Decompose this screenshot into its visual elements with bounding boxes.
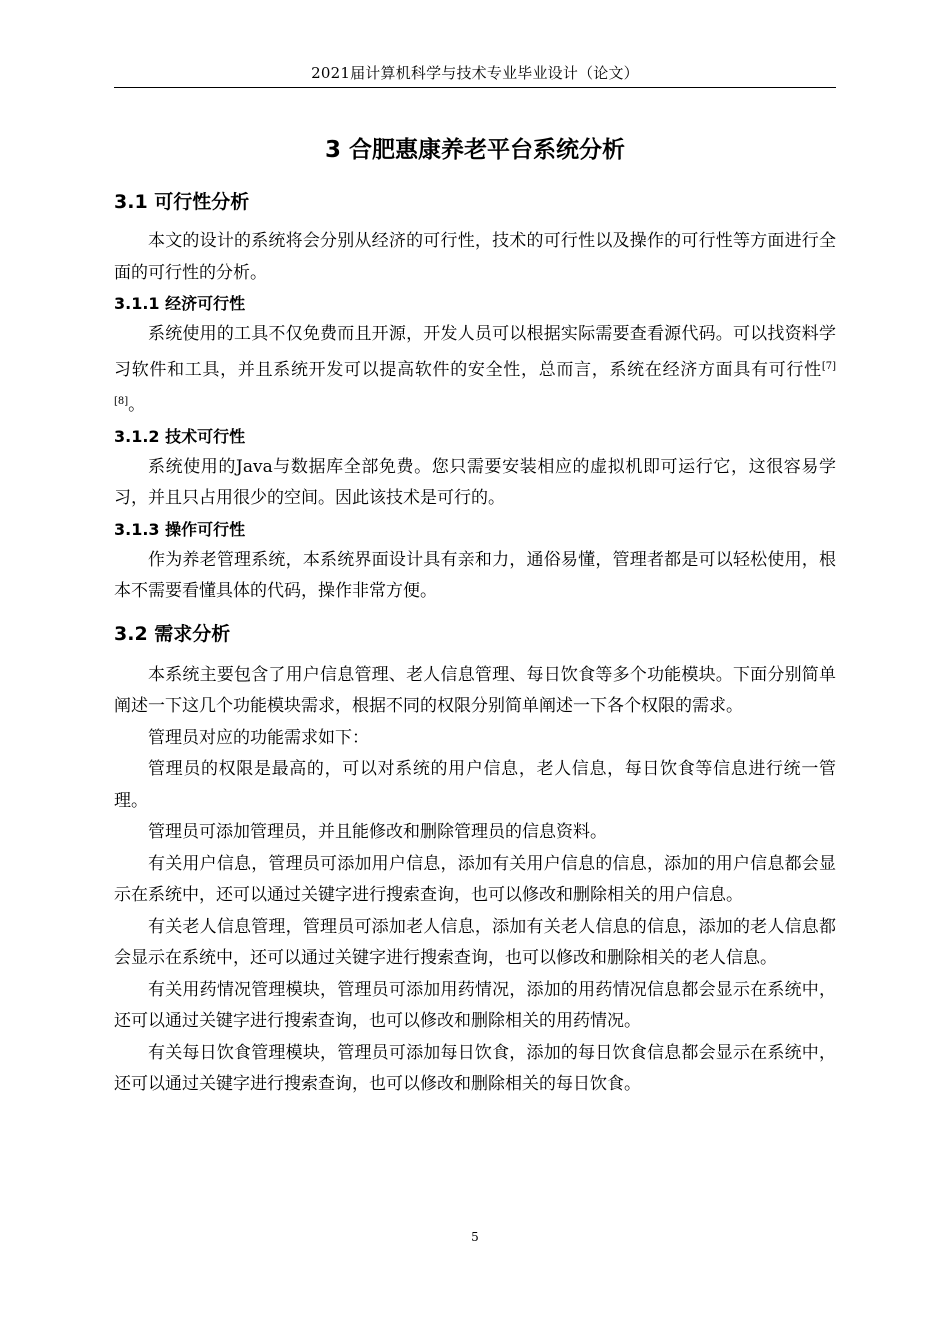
chapter-title: 3 合肥惠康养老平台系统分析 — [324, 137, 625, 163]
subsection-title-3-1-1: 3.1.1 经济可行性 — [114, 294, 246, 313]
section-title-3-1: 3.1 可行性分析 — [114, 191, 250, 213]
requirements-paragraph: 管理员对应的功能需求如下： — [148, 727, 369, 748]
page-content — [114, 130, 836, 1101]
header-rule — [114, 87, 836, 88]
technical-feasibility-paragraph: 系统使用的Java与数据库全部免费。您只需要安装相应的虚拟机即可运行它，这很容易学习，并且只占用很少的空间。因此该技术是可行的。 — [114, 456, 836, 508]
requirements-paragraph: 有关每日饮食管理模块，管理员可添加每日饮食，添加的每日饮食信息都会显示在系统中，还可以通过关键字进行搜索查询，也可以修改和删除相关的每日饮食。 — [114, 1042, 836, 1094]
section-title-3-2: 3.2 需求分析 — [114, 622, 231, 645]
feasibility-intro-paragraph: 本文的设计的系统将会分别从经济的可行性，技术的可行性以及操作的可行性等方面进行全面的可行性的分析。 — [114, 231, 836, 283]
running-header: 2021届计算机科学与技术专业毕业设计（论文） — [311, 64, 639, 82]
requirements-paragraph: 管理员可添加管理员，并且能修改和删除管理员的信息资料。 — [148, 822, 607, 842]
requirements-paragraph: 有关老人信息管理，管理员可添加老人信息，添加有关老人信息的信息，添加的老人信息都会显示在系统中，还可以通过关键字进行搜索查询，也可以修改和删除相关的老人信息。 — [114, 916, 836, 968]
requirements-paragraph: 本系统主要包含了用户信息管理、老人信息管理、每日饮食等多个功能模块。下面分别简单阐述一下这几个功能模块需求，根据不同的权限分别简单阐述一下各个权限的需求。 — [114, 664, 836, 716]
requirements-paragraph: 有关用户信息，管理员可添加用户信息，添加有关用户信息的信息，添加的用户信息都会显示在系统中，还可以通过关键字进行搜索查询，也可以修改和删除相关的用户信息。 — [114, 853, 836, 905]
economic-feasibility-end: 。 — [128, 395, 146, 415]
requirements-paragraph: 有关用药情况管理模块，管理员可添加用药情况，添加的用药情况信息都会显示在系统中，还可以通过关键字进行搜索查询，也可以修改和删除相关的用药情况。 — [114, 979, 836, 1031]
requirements-paragraph: 管理员的权限是最高的，可以对系统的用户信息，老人信息，每日饮食等信息进行统一管理。 — [114, 759, 836, 811]
economic-feasibility-text: 系统使用的工具不仅免费而且开源，开发人员可以根据实际需要查看源代码。可以找资料学习软件和工具，并且系统开发可以提高软件的安全性，总而言，系统在经济方面具有可行性 — [114, 324, 836, 380]
subsection-title-3-1-3: 3.1.3 操作可行性 — [114, 519, 246, 539]
subsection-title-3-1-2: 3.1.2 技术可行性 — [114, 426, 246, 446]
economic-feasibility-paragraph — [114, 319, 836, 422]
citation-superscript: [7][8] — [114, 360, 836, 407]
operational-feasibility-paragraph: 作为养老管理系统，本系统界面设计具有亲和力，通俗易懂，管理者都是可以轻松使用，根本不需要看懂具体的代码，操作非常方便。 — [114, 549, 836, 601]
page-number: 5 — [471, 1230, 479, 1244]
